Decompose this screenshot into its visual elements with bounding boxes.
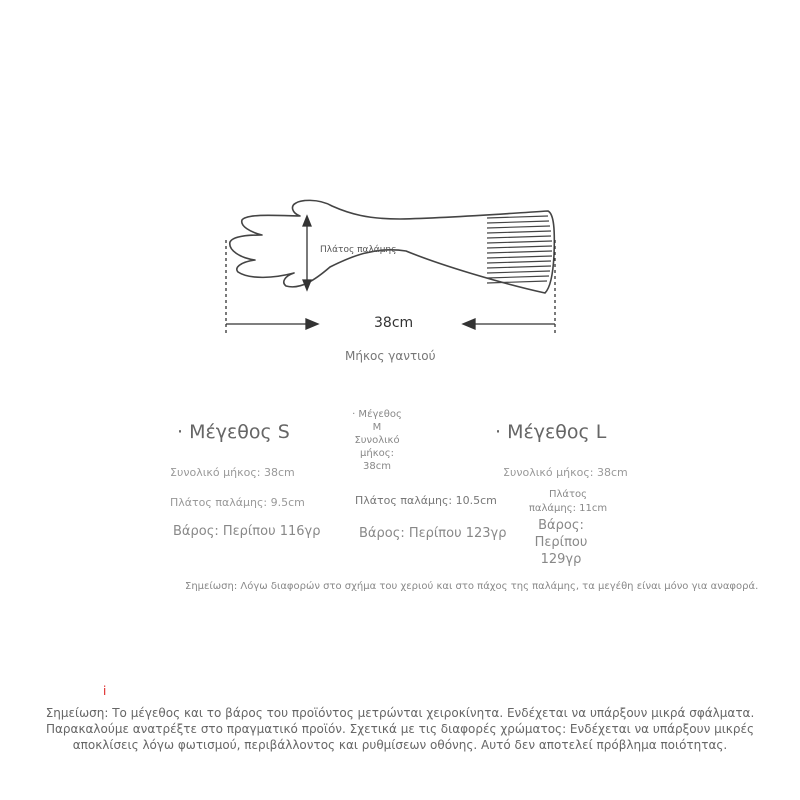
size-l-palm-width [522,488,614,516]
size-l-weight-line: Βάρος: Περίπου [534,518,588,550]
glove-length-label: Μήκος γαντιού [345,349,436,363]
size-m-title-block [346,408,408,473]
palm-width-label: Πλάτος παλάμης [320,245,397,255]
size-s-palm-width: Πλάτος παλάμης: 9.5cm [170,496,305,509]
size-l-weight-line: 129γρ [540,552,582,567]
size-l-title: · Μέγεθος L [495,421,607,443]
disclaimer-line: Σημείωση: Το μέγεθος και το βάρος του προϊόντος μετρώνται χειροκίνητα. Ενδέχεται να υπάρξουν μικρά σφάλματα. [45,706,755,720]
disclaimer-line: Παρακαλούμε ανατρέξτε στο πραγματικό προϊόν. Σχετικά με τις διαφορές χρώματος: Ενδέχεται να υπάρξουν μικρές [45,722,755,736]
cuff-stripes [487,216,552,283]
size-l-palm-width-line: παλάμης: 11cm [528,503,608,514]
glove-length-value: 38cm [374,315,414,331]
measurement-disclaimer [30,705,770,753]
size-m-title-line: Μ [372,422,382,433]
size-m-title-line: · Μέγεθος [352,409,402,420]
red-mark-icon: ⅰ [103,684,107,698]
size-m-weight: Βάρος: Περίπου 123γρ [359,526,507,541]
size-m-title-line: Συνολικό [354,435,400,446]
palm-width-arrow [303,216,311,290]
size-m-title-line: 38cm [363,461,391,472]
size-l-palm-width-line: Πλάτος [548,489,588,500]
size-l-total-length: Συνολικό μήκος: 38cm [503,466,628,479]
size-l-weight [518,517,604,568]
size-m-palm-width: Πλάτος παλάμης: 10.5cm [355,494,497,507]
size-s-total-length: Συνολικό μήκος: 38cm [170,466,295,479]
size-reference-note: Σημείωση: Λόγω διαφορών στο σχήμα του χεριού και στο πάχος της παλάμης, τα μεγέθη είναι μόνο για αναφορά. [185,581,759,592]
disclaimer-line: αποκλίσεις λόγω φωτισμού, περιβάλλοντος και ρυθμίσεων οθόνης. Αυτό δεν αποτελεί πρόβλημα ποιότητας. [72,738,728,752]
size-s-weight: Βάρος: Περίπου 116γρ [173,524,321,539]
size-s-title: · Μέγεθος S [177,421,290,443]
size-m-title-line: μήκος: [360,448,394,459]
